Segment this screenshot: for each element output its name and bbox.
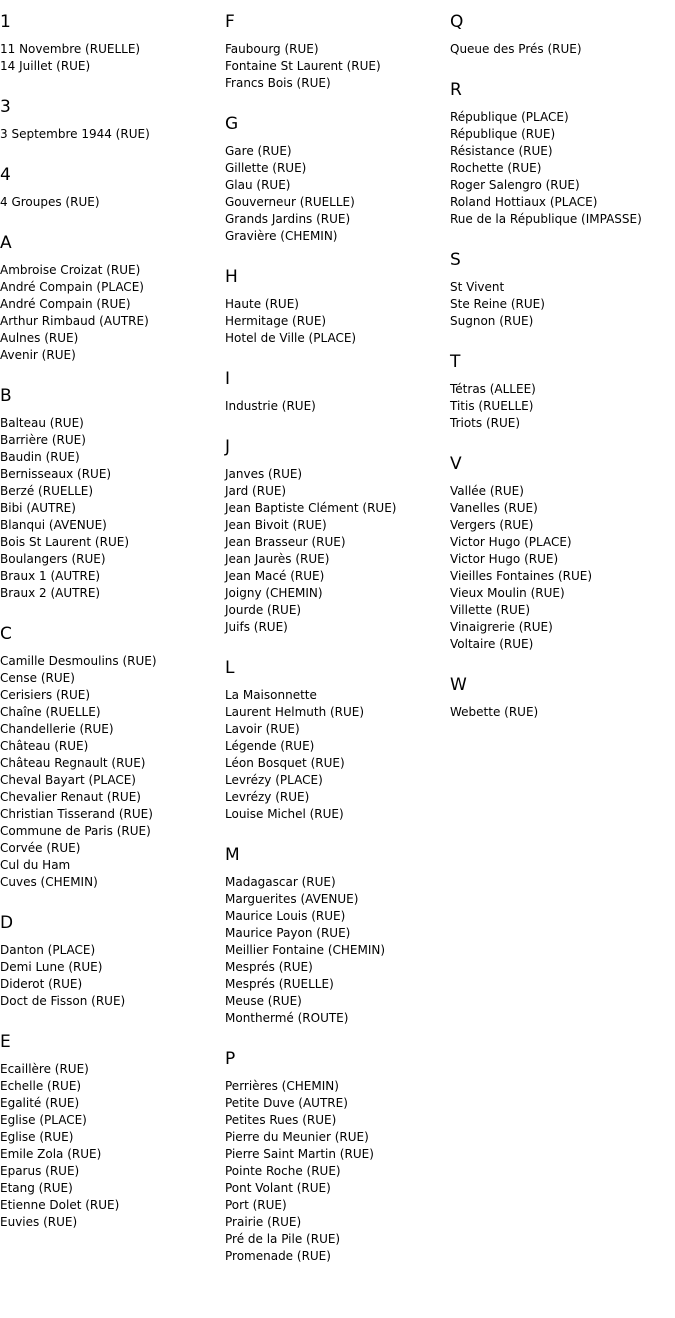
street-link[interactable]: Balteau (RUE) — [0, 416, 84, 430]
letter-section — [225, 845, 450, 1027]
street-link[interactable]: Gouverneur (RUELLE) — [225, 195, 355, 209]
street-link[interactable]: Bernisseaux (RUE) — [0, 467, 112, 481]
letter-section — [225, 1049, 450, 1265]
street-link[interactable]: Jourde (RUE) — [225, 603, 302, 617]
street-link[interactable]: Arthur Rimbaud (AUTRE) — [0, 314, 149, 328]
street-link[interactable]: Voltaire (RUE) — [450, 637, 534, 651]
street-link[interactable]: Grands Jardins (RUE) — [225, 212, 351, 226]
letter-section — [0, 624, 225, 891]
street-link[interactable]: Villette (RUE) — [450, 603, 531, 617]
street-link[interactable]: Commune de Paris (RUE) — [0, 824, 151, 838]
street-link[interactable]: Hermitage (RUE) — [225, 314, 327, 328]
street-link[interactable]: Madagascar (RUE) — [225, 875, 336, 889]
street-link[interactable]: Euvies (RUE) — [0, 1215, 78, 1229]
letter-section — [450, 352, 675, 432]
street-link[interactable]: Jean Brasseur (RUE) — [225, 535, 346, 549]
street-link[interactable]: Lavoir (RUE) — [225, 722, 300, 736]
street-link[interactable]: Pointe Roche (RUE) — [225, 1164, 341, 1178]
street-link[interactable]: Barrière (RUE) — [0, 433, 86, 447]
street-link[interactable]: Cul du Ham — [0, 858, 71, 872]
index-column-3 — [450, 0, 675, 743]
letter-heading: E — [0, 1032, 11, 1052]
street-link[interactable]: Industrie (RUE) — [225, 399, 316, 413]
letter-heading: Q — [450, 12, 464, 32]
street-link[interactable]: Titis (RUELLE) — [450, 399, 534, 413]
street-link[interactable]: Cerisiers (RUE) — [0, 688, 91, 702]
street-link[interactable]: Jean Bivoit (RUE) — [225, 518, 327, 532]
street-link[interactable]: Hotel de Ville (PLACE) — [225, 331, 357, 345]
street-link[interactable]: Avenir (RUE) — [0, 348, 76, 362]
street-link[interactable]: Eglise (PLACE) — [0, 1113, 87, 1127]
street-link[interactable]: Janves (RUE) — [225, 467, 303, 481]
street-link[interactable]: Pierre du Meunier (RUE) — [225, 1130, 369, 1144]
letter-heading: A — [0, 233, 12, 253]
index-column-1 — [0, 0, 225, 1253]
street-link[interactable]: Mesprés (RUE) — [225, 960, 313, 974]
street-list — [450, 704, 675, 721]
letter-heading: G — [225, 114, 239, 134]
letter-heading: T — [450, 352, 461, 372]
street-link[interactable]: Petites Rues (RUE) — [225, 1113, 337, 1127]
street-link[interactable]: Ambroise Croizat (RUE) — [0, 263, 141, 277]
street-link[interactable]: André Compain (PLACE) — [0, 280, 144, 294]
letter-section — [225, 114, 450, 245]
street-link[interactable]: Maurice Payon (RUE) — [225, 926, 351, 940]
letter-heading: H — [225, 267, 238, 287]
street-link[interactable]: Gravière (CHEMIN) — [225, 229, 338, 243]
street-link[interactable]: Levrézy (PLACE) — [225, 773, 323, 787]
street-link[interactable]: Louise Michel (RUE) — [225, 807, 344, 821]
street-link[interactable]: Berzé (RUELLE) — [0, 484, 94, 498]
street-link[interactable]: Christian Tisserand (RUE) — [0, 807, 153, 821]
letter-section — [0, 386, 225, 602]
street-link[interactable]: Laurent Helmuth (RUE) — [225, 705, 365, 719]
street-list — [0, 1061, 225, 1231]
street-link[interactable]: 4 Groupes (RUE) — [0, 195, 100, 209]
street-link[interactable]: Pré de la Pile (RUE) — [225, 1232, 341, 1246]
street-link[interactable]: Cense (RUE) — [0, 671, 75, 685]
street-link[interactable]: Vinaigrerie (RUE) — [450, 620, 553, 634]
street-link[interactable]: Etang (RUE) — [0, 1181, 73, 1195]
letter-section — [0, 233, 225, 364]
letter-section — [225, 369, 450, 415]
street-link[interactable]: Bibi (AUTRE) — [0, 501, 76, 515]
street-list — [0, 653, 225, 891]
street-link[interactable]: Jard (RUE) — [225, 484, 287, 498]
street-link[interactable]: Haute (RUE) — [225, 297, 299, 311]
street-link[interactable]: Doct de Fisson (RUE) — [0, 994, 126, 1008]
letter-heading: I — [225, 369, 231, 389]
letter-heading: S — [450, 250, 461, 270]
letter-section — [225, 12, 450, 92]
street-link[interactable]: Blanqui (AVENUE) — [0, 518, 107, 532]
street-link[interactable]: Etienne Dolet (RUE) — [0, 1198, 120, 1212]
street-list — [225, 874, 450, 1027]
street-link[interactable]: Roger Salengro (RUE) — [450, 178, 580, 192]
street-list — [0, 126, 225, 143]
street-list — [450, 41, 675, 58]
street-link[interactable]: Faubourg (RUE) — [225, 42, 319, 56]
street-link[interactable]: Tétras (ALLEE) — [450, 382, 536, 396]
street-link[interactable]: Vallée (RUE) — [450, 484, 524, 498]
street-link[interactable]: Ecaillère (RUE) — [0, 1062, 89, 1076]
street-link[interactable]: Maurice Louis (RUE) — [225, 909, 346, 923]
street-link[interactable]: Rue de la République (IMPASSE) — [450, 212, 642, 226]
street-link[interactable]: Petite Duve (AUTRE) — [225, 1096, 348, 1110]
street-link[interactable]: Roland Hottiaux (PLACE) — [450, 195, 598, 209]
street-link[interactable]: Levrézy (RUE) — [225, 790, 310, 804]
street-link[interactable]: Vanelles (RUE) — [450, 501, 538, 515]
letter-section — [0, 12, 225, 75]
street-link[interactable]: Château Regnault (RUE) — [0, 756, 146, 770]
street-link[interactable]: Victor Hugo (RUE) — [450, 552, 559, 566]
street-list — [0, 942, 225, 1010]
street-link[interactable]: Perrières (CHEMIN) — [225, 1079, 339, 1093]
street-link[interactable]: République (PLACE) — [450, 110, 569, 124]
street-link[interactable]: Egalité (RUE) — [0, 1096, 80, 1110]
letter-section — [225, 267, 450, 347]
street-list — [225, 398, 450, 415]
letter-heading: V — [450, 454, 462, 474]
street-link[interactable]: 3 Septembre 1944 (RUE) — [0, 127, 150, 141]
street-link[interactable]: Sugnon (RUE) — [450, 314, 534, 328]
street-link[interactable]: Jean Jaurès (RUE) — [225, 552, 330, 566]
street-link[interactable]: Demi Lune (RUE) — [0, 960, 103, 974]
street-link[interactable]: Echelle (RUE) — [0, 1079, 82, 1093]
street-link[interactable]: Chandellerie (RUE) — [0, 722, 114, 736]
street-link[interactable]: Braux 2 (AUTRE) — [0, 586, 101, 600]
street-list — [225, 1078, 450, 1265]
letter-heading: M — [225, 845, 240, 865]
street-list — [225, 41, 450, 92]
street-link[interactable]: Bois St Laurent (RUE) — [0, 535, 129, 549]
street-list — [450, 279, 675, 330]
letter-heading: 4 — [0, 165, 11, 185]
street-link[interactable]: Queue des Prés (RUE) — [450, 42, 582, 56]
street-link[interactable]: Cheval Bayart (PLACE) — [0, 773, 136, 787]
street-link[interactable]: Meillier Fontaine (CHEMIN) — [225, 943, 386, 957]
street-link[interactable]: Marguerites (AVENUE) — [225, 892, 359, 906]
street-link[interactable]: Pont Volant (RUE) — [225, 1181, 331, 1195]
street-link[interactable]: Triots (RUE) — [450, 416, 521, 430]
letter-heading: J — [225, 437, 231, 457]
letter-section — [225, 658, 450, 823]
street-link[interactable]: Diderot (RUE) — [0, 977, 83, 991]
street-link[interactable]: St Vivent — [450, 280, 505, 294]
street-link[interactable]: Corvée (RUE) — [0, 841, 81, 855]
street-link[interactable]: Danton (PLACE) — [0, 943, 96, 957]
street-link[interactable]: Eparus (RUE) — [0, 1164, 80, 1178]
street-list — [450, 109, 675, 228]
letter-section — [0, 97, 225, 143]
street-link[interactable]: Baudin (RUE) — [0, 450, 80, 464]
letter-heading: B — [0, 386, 12, 406]
street-link[interactable]: Jean Macé (RUE) — [225, 569, 325, 583]
letter-section — [225, 437, 450, 636]
street-link[interactable]: 14 Juillet (RUE) — [0, 59, 91, 73]
letter-section — [450, 80, 675, 228]
street-link[interactable]: La Maisonnette — [225, 688, 317, 702]
street-link[interactable]: Mesprés (RUELLE) — [225, 977, 334, 991]
letter-heading: P — [225, 1049, 236, 1069]
street-link[interactable]: Pierre Saint Martin (RUE) — [225, 1147, 374, 1161]
letter-section — [450, 250, 675, 330]
street-link[interactable]: Webette (RUE) — [450, 705, 539, 719]
street-link[interactable]: Vieux Moulin (RUE) — [450, 586, 565, 600]
street-list — [0, 41, 225, 75]
street-list — [0, 262, 225, 364]
letter-heading: W — [450, 675, 467, 695]
street-link[interactable]: 11 Novembre (RUELLE) — [0, 42, 141, 56]
street-link[interactable]: André Compain (RUE) — [0, 297, 131, 311]
letter-heading: D — [0, 913, 14, 933]
street-link[interactable]: Braux 1 (AUTRE) — [0, 569, 101, 583]
street-list — [0, 194, 225, 211]
street-list — [450, 381, 675, 432]
letter-heading: 3 — [0, 97, 11, 117]
letter-heading: 1 — [0, 12, 11, 32]
street-link[interactable]: Rochette (RUE) — [450, 161, 542, 175]
street-link[interactable]: Meuse (RUE) — [225, 994, 302, 1008]
street-list — [225, 687, 450, 823]
street-link[interactable]: Emile Zola (RUE) — [0, 1147, 102, 1161]
street-link[interactable]: Victor Hugo (PLACE) — [450, 535, 572, 549]
street-link[interactable]: Gillette (RUE) — [225, 161, 307, 175]
street-link[interactable]: Boulangers (RUE) — [0, 552, 106, 566]
street-link[interactable]: Gare (RUE) — [225, 144, 292, 158]
street-list — [225, 296, 450, 347]
letter-heading: F — [225, 12, 235, 32]
street-link[interactable]: Francs Bois (RUE) — [225, 76, 331, 90]
letter-heading: L — [225, 658, 235, 678]
street-link[interactable]: Chevalier Renaut (RUE) — [0, 790, 141, 804]
street-link[interactable]: Chaîne (RUELLE) — [0, 705, 101, 719]
street-link[interactable]: Eglise (RUE) — [0, 1130, 74, 1144]
street-link[interactable]: Camille Desmoulins (RUE) — [0, 654, 157, 668]
street-link[interactable]: Ste Reine (RUE) — [450, 297, 545, 311]
letter-section — [450, 454, 675, 653]
street-link[interactable]: Vergers (RUE) — [450, 518, 534, 532]
letter-section — [0, 165, 225, 211]
street-link[interactable]: Château (RUE) — [0, 739, 89, 753]
street-list — [225, 143, 450, 245]
letter-section — [0, 1032, 225, 1231]
street-link[interactable]: Légende (RUE) — [225, 739, 315, 753]
street-list — [0, 415, 225, 602]
street-link[interactable]: Léon Bosquet (RUE) — [225, 756, 345, 770]
street-link[interactable]: Prairie (RUE) — [225, 1215, 302, 1229]
letter-section — [0, 913, 225, 1010]
street-link[interactable]: Joigny (CHEMIN) — [225, 586, 323, 600]
street-link[interactable]: Juifs (RUE) — [225, 620, 288, 634]
street-link[interactable]: Promenade (RUE) — [225, 1249, 331, 1263]
street-link[interactable]: Glau (RUE) — [225, 178, 291, 192]
letter-heading: C — [0, 624, 12, 644]
street-list — [450, 483, 675, 653]
index-column-2 — [225, 0, 450, 1287]
street-link[interactable]: Vieilles Fontaines (RUE) — [450, 569, 593, 583]
street-link[interactable]: Jean Baptiste Clément (RUE) — [225, 501, 397, 515]
street-link[interactable]: République (RUE) — [450, 127, 556, 141]
street-link[interactable]: Monthermé (ROUTE) — [225, 1011, 349, 1025]
street-link[interactable]: Fontaine St Laurent (RUE) — [225, 59, 381, 73]
street-link[interactable]: Cuves (CHEMIN) — [0, 875, 98, 889]
street-list — [225, 466, 450, 636]
letter-section — [450, 675, 675, 721]
letter-section — [450, 12, 675, 58]
street-link[interactable]: Port (RUE) — [225, 1198, 287, 1212]
street-link[interactable]: Aulnes (RUE) — [0, 331, 79, 345]
letter-heading: R — [450, 80, 462, 100]
street-link[interactable]: Résistance (RUE) — [450, 144, 553, 158]
